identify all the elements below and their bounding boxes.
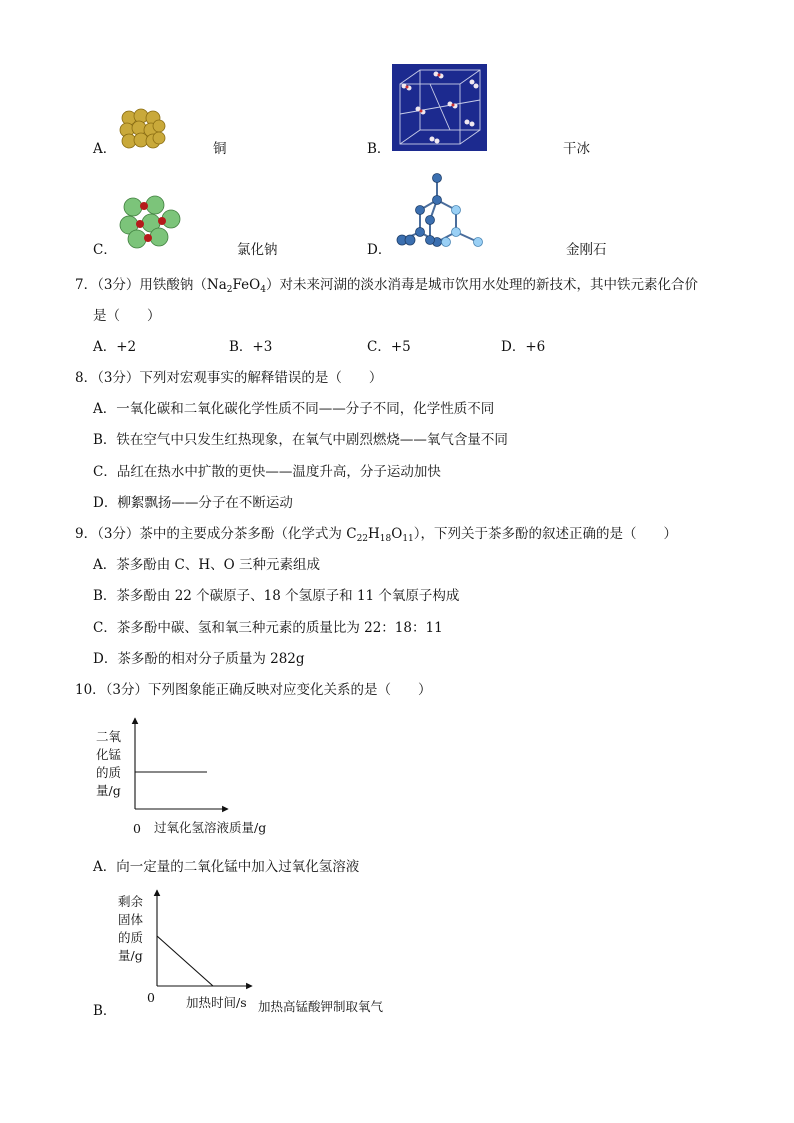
q6-option-b-label: 干冰	[563, 141, 590, 157]
q8-option-c[interactable]: C．品红在热水中扩散的更快——温度升高，分子运动加快	[93, 464, 441, 480]
q7-option-a[interactable]: A．+2	[93, 339, 137, 355]
q9-option-a[interactable]: A．茶多酚由 C、H、O 三种元素组成	[93, 557, 321, 573]
q6-option-a-letter: A．	[93, 141, 117, 157]
graph-b-origin: 0	[147, 990, 155, 1005]
copper-atoms	[120, 109, 165, 148]
graph-b-ylabel: 剩余 固体 的质 量/g	[118, 894, 144, 963]
graph-b-plot	[150, 886, 256, 990]
q6-option-b-letter: B．	[367, 141, 391, 157]
q9-option-d[interactable]: D．茶多酚的相对分子质量为 282g	[93, 651, 305, 667]
q6-option-a-label: 铜	[213, 141, 227, 157]
graph-b-xlabel: 加热时间/s	[186, 995, 247, 1010]
q7-stem-line2: 是（ ）	[93, 308, 161, 324]
q8-option-d[interactable]: D．柳絮飘扬——分子在不断运动	[93, 495, 293, 511]
q7-option-b[interactable]: B．+3	[229, 339, 273, 355]
q7-stem: 7．（3分）用铁酸钠$(Na_2FeO_4)$对未来河湖的淡水消毒是城市饮用水处理的新技术，其中铁元素化合价	[75, 277, 698, 295]
graph-a-ylabel: 二氧 化锰 的质 量/g	[96, 729, 122, 798]
q9-stem: 9．（3分）茶中的主要成分茶多酚（化学式为 $C_{22}H_{18}O_{11}$），下列关于茶多酚的叙述正确的是（ ）	[75, 526, 678, 544]
q8-option-b[interactable]: B．铁在空气中只发生红热现象，在氧气中剧烈燃烧——氧气含量不同	[93, 432, 508, 448]
diamond-crystal-image	[394, 170, 486, 250]
q9-option-b[interactable]: B．茶多酚由 22 个碳原子、18 个氢原子和 11 个氧原子构成	[93, 588, 460, 604]
q6-option-d-label: 金刚石	[566, 242, 607, 258]
q8-option-a[interactable]: A．一氧化碳和二氧化碳化学性质不同——分子不同，化学性质不同	[93, 401, 495, 417]
q10-stem: 10．（3分）下列图象能正确反映对应变化关系的是（ ）	[75, 682, 432, 698]
q7-option-d[interactable]: D．+6	[501, 339, 546, 355]
q8-stem: 8．（3分）下列对宏观事实的解释错误的是（ ）	[75, 370, 383, 386]
graph-b-series-line	[157, 936, 213, 986]
q7-option-c[interactable]: C．+5	[367, 339, 411, 355]
graph-a-origin: 0	[133, 821, 141, 836]
sodium-chloride-crystal-image	[117, 193, 183, 249]
q6-option-d-letter: D．	[367, 242, 392, 258]
copper-crystal-image	[115, 106, 167, 152]
graph-a-plot	[128, 714, 232, 814]
dry-ice-crystal-image	[392, 64, 487, 151]
q6-option-c-letter: C．	[93, 242, 117, 258]
q10-option-a[interactable]: A．向一定量的二氧化锰中加入过氧化氢溶液	[93, 859, 360, 875]
q9-option-c[interactable]: C．茶多酚中碳、氢和氧三种元素的质量比为 22：18：11	[93, 620, 443, 636]
q10-option-b-text: 加热高锰酸钾制取氧气	[258, 999, 384, 1014]
graph-a-xlabel: 过氧化氢溶液质量/g	[154, 820, 267, 835]
q10-option-b[interactable]: B．	[93, 1003, 117, 1019]
q6-option-c-label: 氯化钠	[237, 242, 278, 258]
